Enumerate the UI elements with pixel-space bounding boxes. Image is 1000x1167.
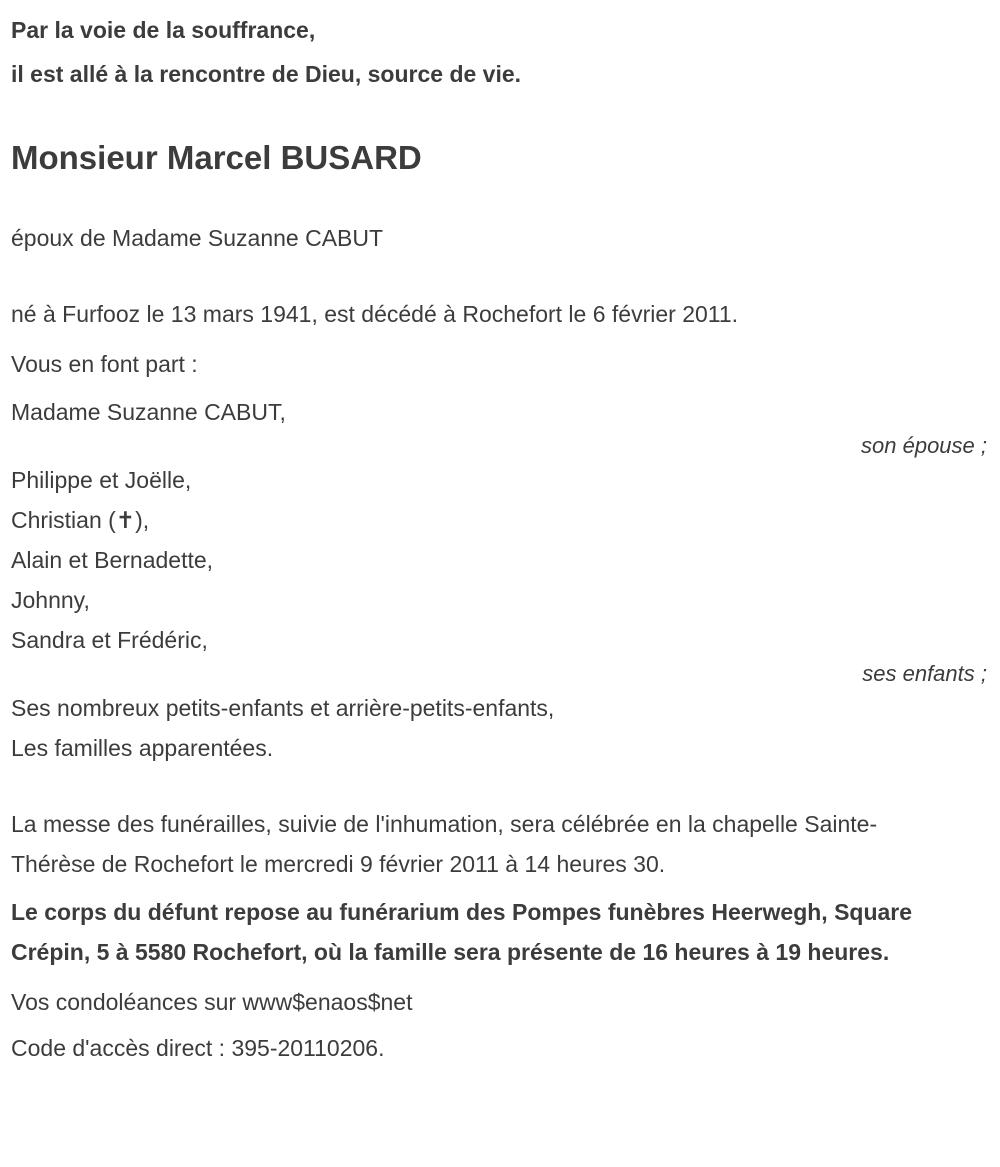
families-line: Les familles apparentées. — [11, 735, 274, 761]
mourner-spouse-name: Madame Suzanne CABUT, — [11, 399, 286, 425]
mourner-child-5: Sandra et Frédéric, — [11, 627, 208, 653]
relation-spouse: son épouse ; — [861, 433, 987, 458]
grandchildren-line: Ses nombreux petits-enfants et arrière-petits-enfants, — [11, 695, 555, 721]
birth-death-line: né à Furfooz le 13 mars 1941, est décédé à Rochefort le 6 février 2011. — [11, 301, 739, 327]
mourner-child-4: Johnny, — [11, 587, 90, 613]
access-code-line: Code d'accès direct : 395-20110206. — [11, 1035, 385, 1061]
ceremony-paragraph: La messe des funérailles, suivie de l'inhumation, sera célébrée en la chapelle Sainte-Thérèse de Rochefort le mercredi 9 février 2011 à 14 heures 30. — [11, 811, 878, 877]
mourner-child-2: Christian (✝), — [11, 507, 150, 533]
intro-line-1: Par la voie de la souffrance, — [11, 17, 316, 43]
relation-children: ses enfants ; — [862, 661, 987, 686]
spouse-line: époux de Madame Suzanne CABUT — [11, 225, 384, 251]
mourner-child-3: Alain et Bernadette, — [11, 547, 214, 573]
repose-paragraph: Le corps du défunt repose au funérarium des Pompes funèbres Heerwegh, Square Crépin, 5 à 5580 Rochefort, où la famille sera présente de 16 heures à 19 heures. — [11, 899, 913, 965]
condolences-line: Vos condoléances sur www$enaos$net — [11, 989, 413, 1015]
announcement-label: Vous en font part : — [11, 351, 198, 377]
mourner-child-1: Philippe et Joëlle, — [11, 467, 192, 493]
intro-line-2: il est allé à la rencontre de Dieu, source de vie. — [11, 61, 522, 87]
deceased-name: Monsieur Marcel BUSARD — [11, 139, 422, 176]
